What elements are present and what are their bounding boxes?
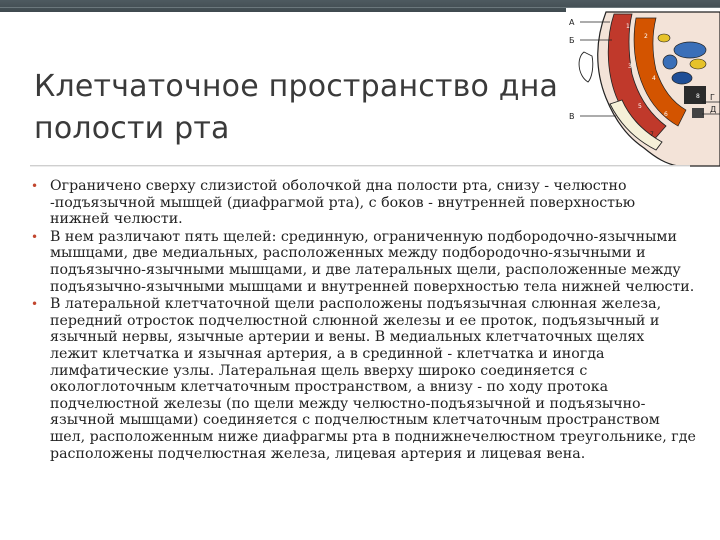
figure-number-3: 3 (628, 63, 632, 70)
figure-label-a: А (569, 18, 575, 27)
anatomy-drawing (566, 8, 720, 170)
bullet-text: В нем различают пять щелей: срединную, ограниченную подбородочно-язычными мышцами, две медиальных, расположенных между подбородочно-язычными и подъязычно-язычными мышцами, и две латеральных щели, расположенные между подъязычно-язычными мышцами и внутренней поверхностью тела нижней челюсти. (50, 228, 695, 295)
figure-number-7: 7 (650, 131, 654, 138)
bullet-item (28, 178, 696, 228)
slide-title (34, 66, 574, 150)
figure-number-8: 8 (696, 93, 700, 100)
bullet-dot-icon: • (31, 297, 39, 312)
figure-label-g: Г (710, 93, 715, 102)
figure-label-d: Д (710, 105, 717, 114)
figure-label-b: Б (569, 36, 575, 45)
bullet-item (28, 296, 696, 462)
figure-label-v: В (569, 112, 575, 121)
anatomy-illustration (566, 8, 720, 170)
figure-number-1: 1 (626, 23, 630, 30)
slide-title-line-2: полости рта (34, 111, 230, 146)
figure-number-5: 5 (638, 103, 642, 110)
bullet-dot-icon: • (31, 229, 39, 244)
bullet-item (28, 229, 696, 295)
figure-number-6: 6 (664, 111, 668, 118)
title-divider-shadow (30, 166, 690, 167)
figure-number-2: 2 (644, 33, 648, 40)
figure-number-4: 4 (652, 75, 656, 82)
bullet-dot-icon: • (31, 179, 39, 193)
bullet-text: В латеральной клетчаточной щели расположены подъязычная слюнная железа, передний отросток подчелюстной слюнной железы и ее проток, подъязычный и язычный нервы, язычные артерии и вены. В медиальных клетчаточных щелях лежит клетчатка и язычная артерия, а в срединной - клетчатка и иногда лимфатические узлы. Латеральная щель вверху широко соединяется с окологлоточным клетчаточным пространством, а внизу - по ходу протока подчелюстной железы (по щели между челюстно-подъязычной и подъязычно-язычной мышцами) соединяется с подчелюстным клетчаточным пространством шел, расположенным ниже диафрагмы рта в поднижнечелюстном треугольнике, где расположены подчелюстная железа, лицевая артерия и лицевая вена. (50, 296, 696, 462)
bullet-list (28, 178, 696, 463)
bullet-text: Ограничено сверху слизистой оболочкой дна полости рта, снизу - челюстно -подъязычной мышцей (диафрагмой рта), с боков - внутренней поверхностью нижней челюсти. (50, 178, 636, 228)
slide-title-line-1: Клетчаточное пространство дна (34, 69, 559, 104)
